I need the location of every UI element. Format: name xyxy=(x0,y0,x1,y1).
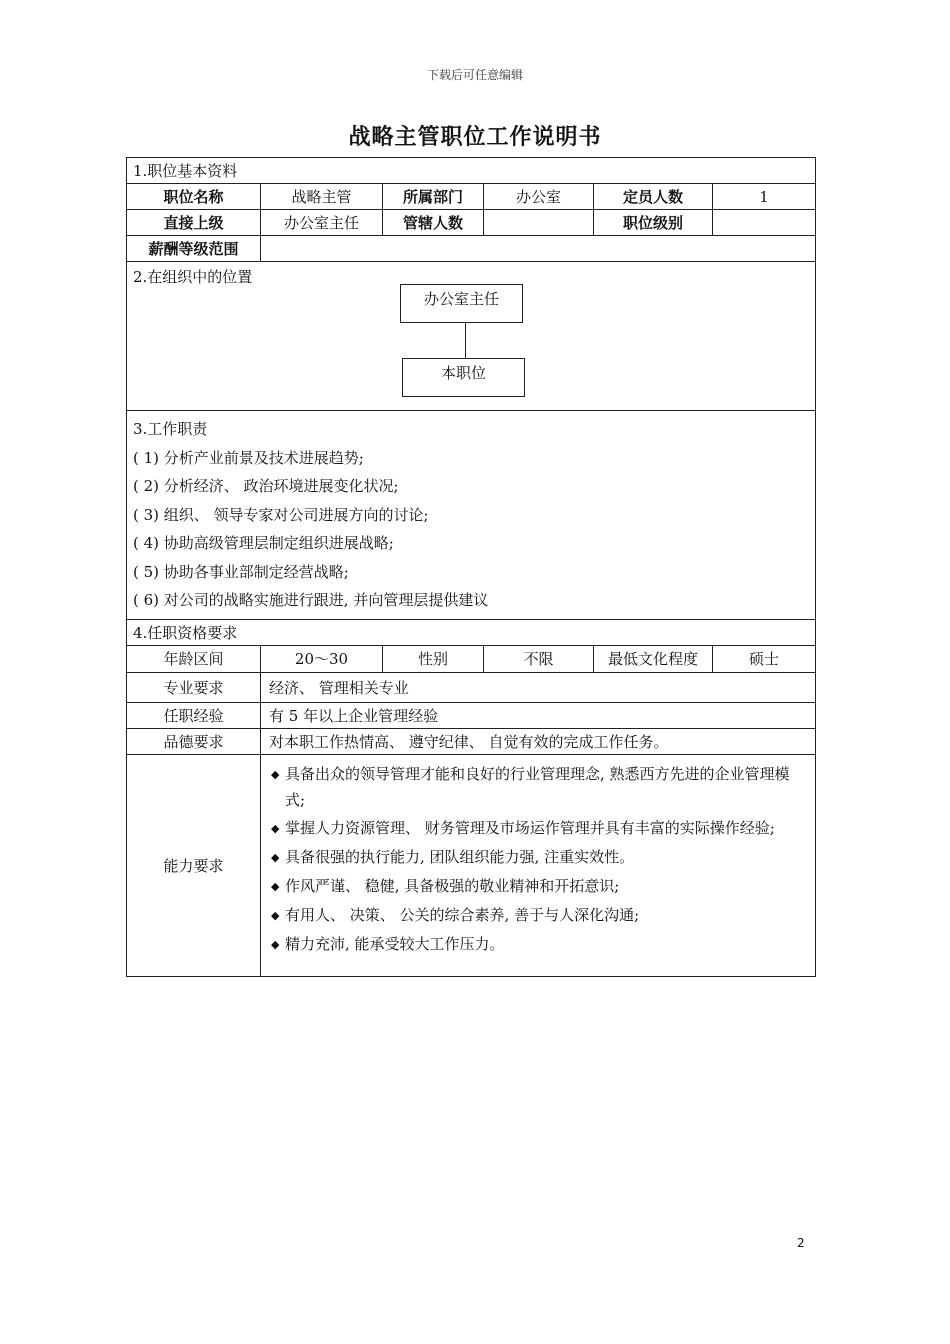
org-superior-box: 办公室主任 xyxy=(400,284,523,323)
ability-text: 精力充沛, 能承受较大工作压力。 xyxy=(285,934,505,953)
ability-text: 掌握人力资源管理、 财务管理及市场运作管理并具有丰富的实际操作经验; xyxy=(285,818,775,837)
list-item xyxy=(271,873,807,900)
label-salary-range: 薪酬等级范围 xyxy=(127,236,261,262)
list-item xyxy=(271,931,807,958)
section3-heading: 3.工作职责 xyxy=(133,420,208,438)
ability-text: 有用人、 决策、 公关的综合素养, 善于与人深化沟通; xyxy=(285,905,640,924)
label-moral: 品德要求 xyxy=(127,728,261,754)
duty-item: ( 3) 组织、 领导专家对公司进展方向的讨论; xyxy=(133,505,429,524)
diamond-bullet-icon: ◆ xyxy=(271,850,280,864)
diamond-bullet-icon: ◆ xyxy=(271,879,280,893)
diamond-bullet-icon: ◆ xyxy=(271,937,280,951)
value-gender: 不限 xyxy=(484,645,594,672)
duty-item: ( 1) 分析产业前景及技术进展趋势; xyxy=(133,448,364,467)
value-department: 办公室 xyxy=(484,184,594,210)
value-experience: 有 5 年以上企业管理经验 xyxy=(261,702,816,728)
label-experience: 任职经验 xyxy=(127,702,261,728)
label-job-title: 职位名称 xyxy=(127,184,261,210)
duty-item: ( 6) 对公司的战略实施进行跟进, 并向管理层提供建议 xyxy=(133,591,489,609)
value-salary-range xyxy=(261,236,816,262)
job-description-sheet xyxy=(126,157,815,977)
org-position-section xyxy=(127,262,816,411)
ability-list xyxy=(261,754,816,976)
value-job-level xyxy=(713,210,816,236)
label-major: 专业要求 xyxy=(127,672,261,702)
header-note: 下载后可任意编辑 xyxy=(426,68,523,82)
ability-text: 具备出众的领导管理才能和良好的行业管理理念, 熟悉西方先进的企业管理模式; xyxy=(285,764,790,809)
duty-item: ( 2) 分析经济、 政治环境进展变化状况; xyxy=(133,477,399,495)
list-item xyxy=(271,844,807,871)
section2-heading: 2.在组织中的位置 xyxy=(133,268,253,286)
diamond-bullet-icon: ◆ xyxy=(271,821,280,835)
ability-text: 具备很强的执行能力, 团队组织能力强, 注重实效性。 xyxy=(285,847,635,866)
page-number: 2 xyxy=(797,1236,805,1250)
label-job-level: 职位级别 xyxy=(594,210,713,236)
duty-item: ( 5) 协助各事业部制定经营战略; xyxy=(133,562,349,581)
org-connector-line xyxy=(465,322,466,358)
ability-text: 作风严谨、 稳健, 具备极强的敬业精神和开拓意识; xyxy=(285,876,620,895)
value-subordinates xyxy=(484,210,594,236)
label-subordinates: 管辖人数 xyxy=(383,210,484,236)
duties-section xyxy=(127,411,816,620)
value-age-range: 20～30 xyxy=(261,645,383,672)
label-education: 最低文化程度 xyxy=(594,645,713,672)
list-item xyxy=(271,761,807,813)
duty-item: ( 4) 协助高级管理层制定组织进展战略; xyxy=(133,534,394,552)
diamond-bullet-icon: ◆ xyxy=(271,908,280,922)
org-current-position-box: 本职位 xyxy=(402,358,525,397)
value-education: 硕士 xyxy=(713,645,816,672)
value-job-title: 战略主管 xyxy=(261,184,383,210)
value-direct-superior: 办公室主任 xyxy=(261,210,383,236)
list-item xyxy=(271,902,807,929)
label-gender: 性别 xyxy=(383,645,484,672)
value-major: 经济、 管理相关专业 xyxy=(261,672,816,702)
section4-heading: 4.任职资格要求 xyxy=(127,619,816,645)
document-title: 战略主管职位工作说明书 xyxy=(348,125,602,150)
job-info-table xyxy=(126,157,816,977)
label-ability: 能力要求 xyxy=(127,754,261,976)
label-department: 所属部门 xyxy=(383,184,484,210)
list-item xyxy=(271,815,807,842)
value-moral: 对本职工作热情高、 遵守纪律、 自觉有效的完成工作任务。 xyxy=(261,728,816,754)
label-age-range: 年龄区间 xyxy=(127,645,261,672)
diamond-bullet-icon: ◆ xyxy=(271,767,280,781)
value-headcount: 1 xyxy=(713,184,816,210)
label-headcount: 定员人数 xyxy=(594,184,713,210)
label-direct-superior: 直接上级 xyxy=(127,210,261,236)
section1-heading: 1.职位基本资料 xyxy=(127,158,816,184)
